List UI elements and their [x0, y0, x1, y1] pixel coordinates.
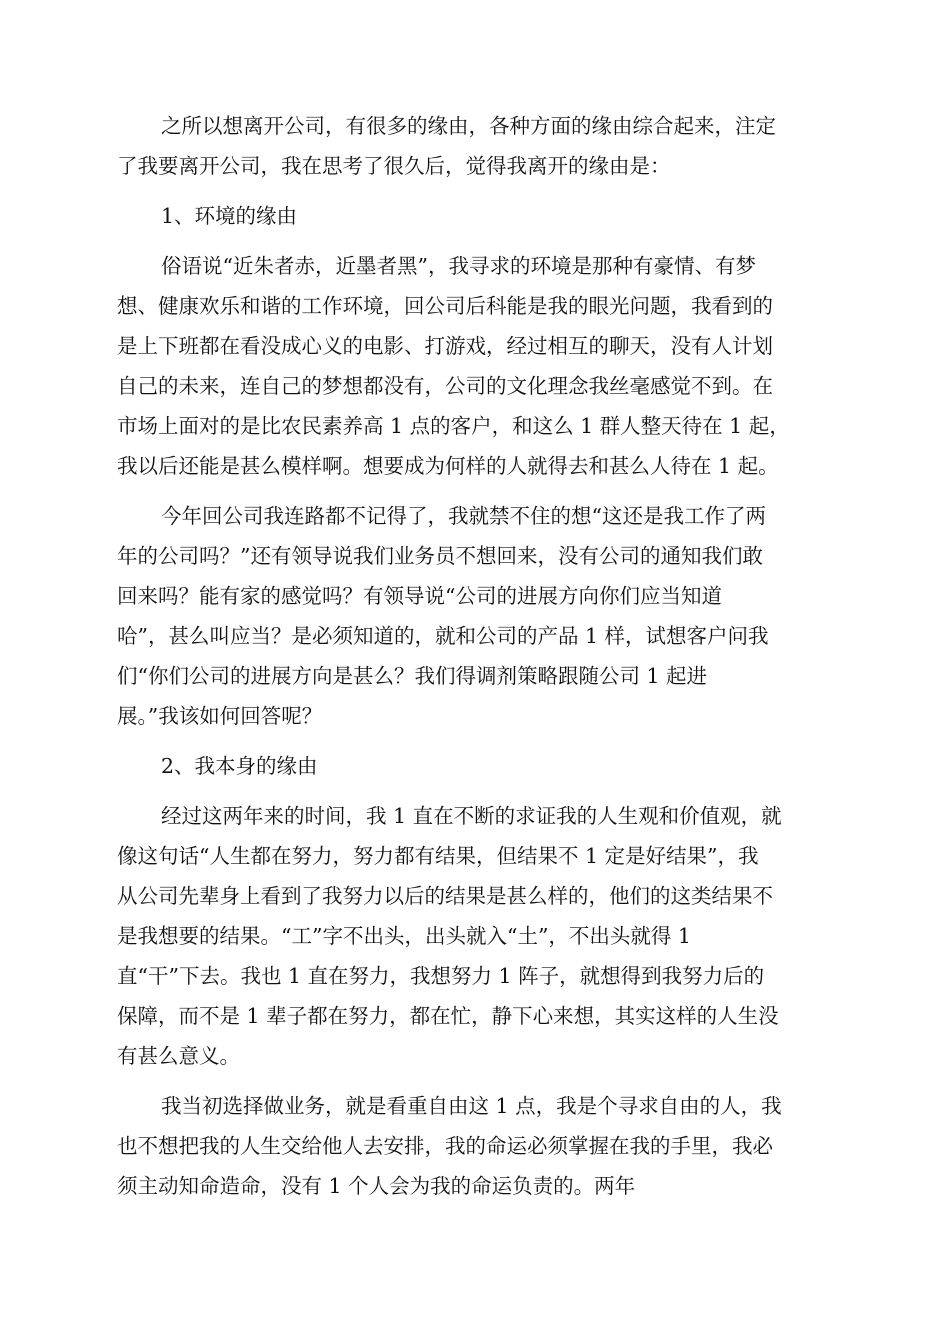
- text-line: 们“你们公司的进展方向是甚么？我们得调剂策略跟随公司 1 起进: [117, 664, 708, 688]
- text-line: 保障，而不是 1 辈子都在努力，都在忙，静下心来想，其实这样的人生没: [117, 1004, 779, 1028]
- text-line: 市场上面对的是比农民素养高 1 点的客户，和这么 1 群人整天待在 1 起，: [117, 414, 790, 438]
- text-line: 我当初选择做业务，就是看重自由这 1 点，我是个寻求自由的人，我: [161, 1094, 782, 1118]
- text-line: 之所以想离开公司，有很多的缘由，各种方面的缘由综合起来，注定: [161, 114, 776, 138]
- section-heading-environment: [117, 196, 833, 236]
- paragraph-environment: [117, 246, 833, 486]
- text-line: 从公司先辈身上看到了我努力以后的结果是甚么样的，他们的这类结果不: [117, 884, 773, 908]
- text-line: 也不想把我的人生交给他人去安排，我的命运必须掌握在我的手里，我必: [117, 1134, 773, 1158]
- heading-line: 2、我本身的缘由: [161, 754, 318, 778]
- text-line: 是上下班都在看没成心义的电影、打游戏，经过相互的聊天，没有人计划: [117, 334, 773, 358]
- paragraph-self: [117, 796, 833, 1076]
- text-line: 想、健康欢乐和谐的工作环境，回公司后科能是我的眼光问题，我看到的: [117, 294, 773, 318]
- text-line: 回来吗？能有家的感觉吗？有领导说“公司的进展方向你们应当知道: [117, 584, 722, 608]
- text-line: 须主动知命造命，没有 1 个人会为我的命运负责的。两年: [117, 1174, 636, 1198]
- text-line: 直“干”下去。我也 1 直在努力，我想努力 1 阵子，就想得到我努力后的: [117, 964, 765, 988]
- paragraph-freedom: [117, 1086, 833, 1206]
- text-line: 像这句话“人生都在努力，努力都有结果，但结果不 1 定是好结果”，我: [117, 844, 759, 868]
- text-line: 了我要离开公司，我在思考了很久后，觉得我离开的缘由是：: [117, 154, 671, 178]
- text-line: 今年回公司我连路都不记得了，我就禁不住的想“这还是我工作了两: [161, 504, 766, 528]
- section-heading-self: [117, 746, 833, 786]
- text-line: 展。”我该如何回答呢？: [117, 704, 323, 728]
- text-line: 自己的未来，连自己的梦想都没有，公司的文化理念我丝毫感觉不到。在: [117, 374, 773, 398]
- text-line: 有甚么意义。: [117, 1044, 240, 1068]
- paragraph-company: [117, 496, 833, 736]
- text-line: 经过这两年来的时间，我 1 直在不断的求证我的人生观和价值观，就: [161, 804, 782, 828]
- text-line: 哈”，甚么叫应当？是必须知道的，就和公司的产品 1 样，试想客户问我: [117, 624, 769, 648]
- text-line: 俗语说“近朱者赤，近墨者黑”，我寻求的环境是那种有豪情、有梦: [161, 254, 756, 278]
- text-line: 年的公司吗？”还有领导说我们业务员不想回来，没有公司的通知我们敢: [117, 544, 763, 568]
- text-line: 是我想要的结果。“工”字不出头，出头就入“土”，不出头就得 1: [117, 924, 691, 948]
- text-line: 我以后还能是甚么模样啊。想要成为何样的人就得去和甚么人待在 1 起。: [117, 454, 779, 478]
- document-body: [117, 106, 833, 1216]
- paragraph-intro: [117, 106, 833, 186]
- heading-line: 1、环境的缘由: [161, 204, 298, 228]
